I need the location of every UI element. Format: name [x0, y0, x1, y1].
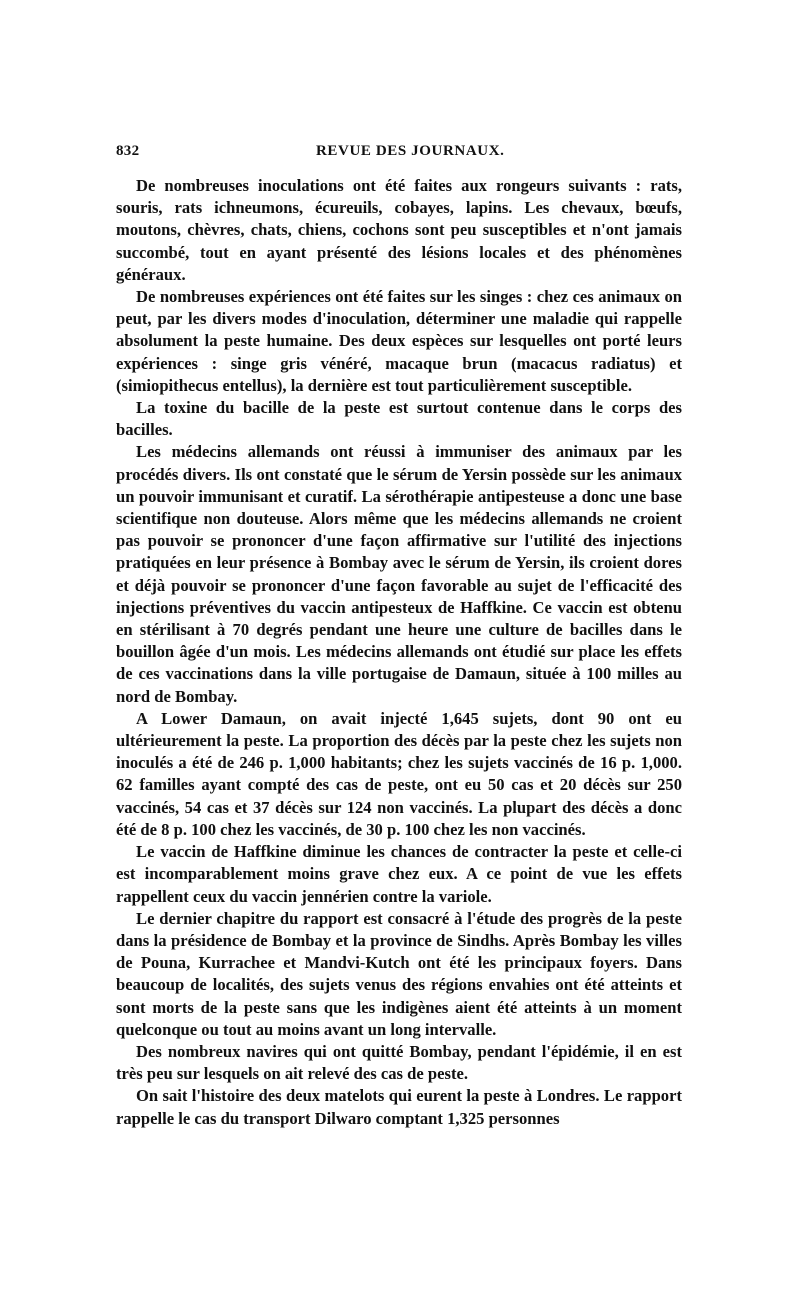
journal-page — [116, 143, 682, 1130]
paragraph-monkey-experiments: De nombreuses expériences ont été faites sur les singes : chez ces animaux on peut, par les divers modes d'inoculation, déterminer une maladie qui rappelle absolument la peste humaine. Des deux espèces sur lesquelles ont porté leurs expériences : singe gris vénéré, macaque brun (macacus radiatus) et (simiopithecus entellus), la dernière est tout particulièrement susceptible. — [116, 287, 682, 395]
paragraph-rodent-inoculations: De nombreuses inoculations ont été faites aux rongeurs suivants : rats, souris, rats ichneumons, écureuils, cobayes, lapins. Les chevaux, bœufs, moutons, chèvres, chats, chiens, cochons sont peu susceptibles et n'ont jamais succombé, tout en ayant présenté des lésions locales et des phénomènes généraux. — [116, 176, 682, 284]
page-header — [116, 143, 682, 167]
paragraph-london-sailors: On sait l'histoire des deux matelots qui eurent la peste à Londres. Le rapport rappelle le cas du transport Dilwaro comptant 1,325 personnes — [116, 1086, 682, 1128]
paragraph-lower-damaun: A Lower Damaun, on avait injecté 1,645 sujets, dont 90 ont eu ultérieurement la peste. La proportion des décès par la peste chez les sujets non inoculés a été de 246 p. 1,000 habitants; chez les sujets vaccinés de 16 p. 1,000. 62 familles ayant compté des cas de peste, ont eu 50 cas et 20 décès sur 250 vaccinés, 54 cas et 37 décès sur 124 non vaccinés. La plupart des décès a donc été de 8 p. 100 chez les vaccinés, de 30 p. 100 chez les non vaccinés. — [116, 708, 682, 839]
paragraph-last-chapter: Le dernier chapitre du rapport est consacré à l'étude des progrès de la peste dans la présidence de Bombay et la province de Sindhs. Après Bombay les villes de Pouna, Kurrachee et Mandvi-Kutch ont été les principaux foyers. Dans beaucoup de localités, des sujets venus des régions envahies ont été atteints et sont morts de la peste sans que les indigènes aient été atteints à un moment quelconque ou tout au moins avant un long intervalle. — [116, 908, 682, 1039]
paragraph-immunisation: Les médecins allemands ont réussi à immuniser des animaux par les procédés divers. Ils ont constaté que le sérum de Yersin possède sur les animaux un pouvoir immunisant et curatif. La sérothérapie antipesteuse a donc une base scientifique non douteuse. Alors même que les médecins allemands ne croient pas pouvoir se prononcer d'une façon affirmative sur l'utilité des injections pratiquées en leur présence à Bombay avec le sérum de Yersin, ils croient dores et déjà pouvoir se prononcer d'une façon favorable au sujet de l'efficacité des injections préventives du vaccin antipesteux de Haffkine. Ce vaccin est obtenu en stérilisant à 70 degrés pendant une heure une culture de bacilles dans le bouillon âgée d'un mois. Les médecins allemands ont étudié sur place les effets de ces vaccinations dans la ville portugaise de Damaun, située à 100 milles au nord de Bombay. — [116, 442, 682, 706]
paragraph-haffkine-vaccine: Le vaccin de Haffkine diminue les chances de contracter la peste et celle-ci est incomparablement moins grave chez eux. A ce point de vue les effets rappellent ceux du vaccin jennérien contre la variole. — [116, 842, 682, 906]
paragraph-plague-toxin: La toxine du bacille de la peste est surtout contenue dans le corps des bacilles. — [116, 398, 682, 440]
page-number: 832 — [116, 143, 140, 159]
paragraph-ships: Des nombreux navires qui ont quitté Bombay, pendant l'épidémie, il en est très peu sur lesquels on ait relevé des cas de peste. — [116, 1041, 682, 1084]
running-title: REVUE DES JOURNAUX. — [316, 143, 505, 159]
